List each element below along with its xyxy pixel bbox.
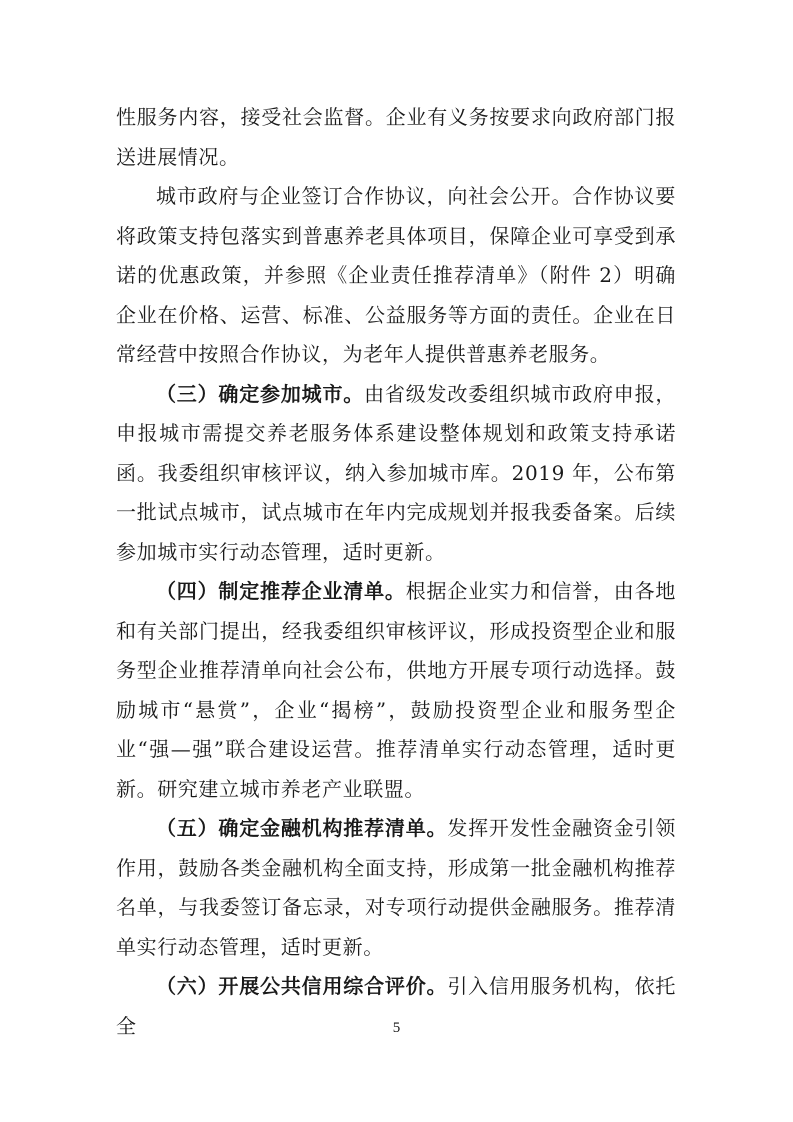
section-heading-6: （六）开展公共信用综合评价。 (156, 974, 448, 998)
paragraph-1-text: 性服务内容，接受社会监督。企业有义务按要求向政府部门报送进展情况。 (116, 105, 676, 169)
page-number: 5 (392, 1020, 401, 1036)
paragraph-2-text: 城市政府与企业签订合作协议，向社会公开。合作协议要将政策支持包落实到普惠养老具体项目，保障企业可享受到承诺的优惠政策，并参照《企业责任推荐清单》（附件 2）明确企业在价格、运营、标准、公益服务等方面的责任。企业在日常经营中按照合作协议，为老年人提供普惠养老服务。 (116, 184, 676, 366)
paragraph-5-text: 发挥开发性金融资金引领作用，鼓励各类金融机构全面支持，形成第一批金融机构推荐名单，与我委签订备忘录，对专项行动提供金融服务。推荐清单实行动态管理，适时更新。 (116, 816, 676, 959)
paragraph-6-text: 引入信用服务机构，依托全 (116, 974, 676, 1038)
paragraph-4-text: 根据企业实力和信誉，由各地和有关部门提出，经我委组织审核评议，形成投资型企业和服务型企业推荐清单向社会公布，供地方开展专项行动选择。鼓励城市“悬赏”，企业“揭榜”，鼓励投资型企业和服务型企业“强—强”联合建设运营。推荐清单实行动态管理，适时更新。研究建立城市养老产业联盟。 (116, 579, 676, 801)
paragraph-1 (116, 98, 676, 177)
section-heading-3: （三）确定参加城市。 (156, 381, 365, 406)
paragraph-4 (116, 572, 676, 809)
document-body (116, 98, 676, 1046)
section-heading-4: （四）制定推荐企业清单。 (156, 579, 406, 603)
section-heading-5: （五）确定金融机构推荐清单。 (156, 816, 448, 840)
paragraph-3-text: 由省级发改委组织城市政府申报，申报城市需提交养老服务体系建设整体规划和政策支持承诺函。我委组织审核评议，纳入参加城市库。2019 年，公布第一批试点城市，试点城市在年内完成规划并报我委备案。后续参加城市实行动态管理，适时更新。 (116, 381, 677, 564)
paragraph-3 (116, 375, 676, 573)
paragraph-5 (116, 809, 676, 967)
paragraph-2 (116, 177, 676, 375)
